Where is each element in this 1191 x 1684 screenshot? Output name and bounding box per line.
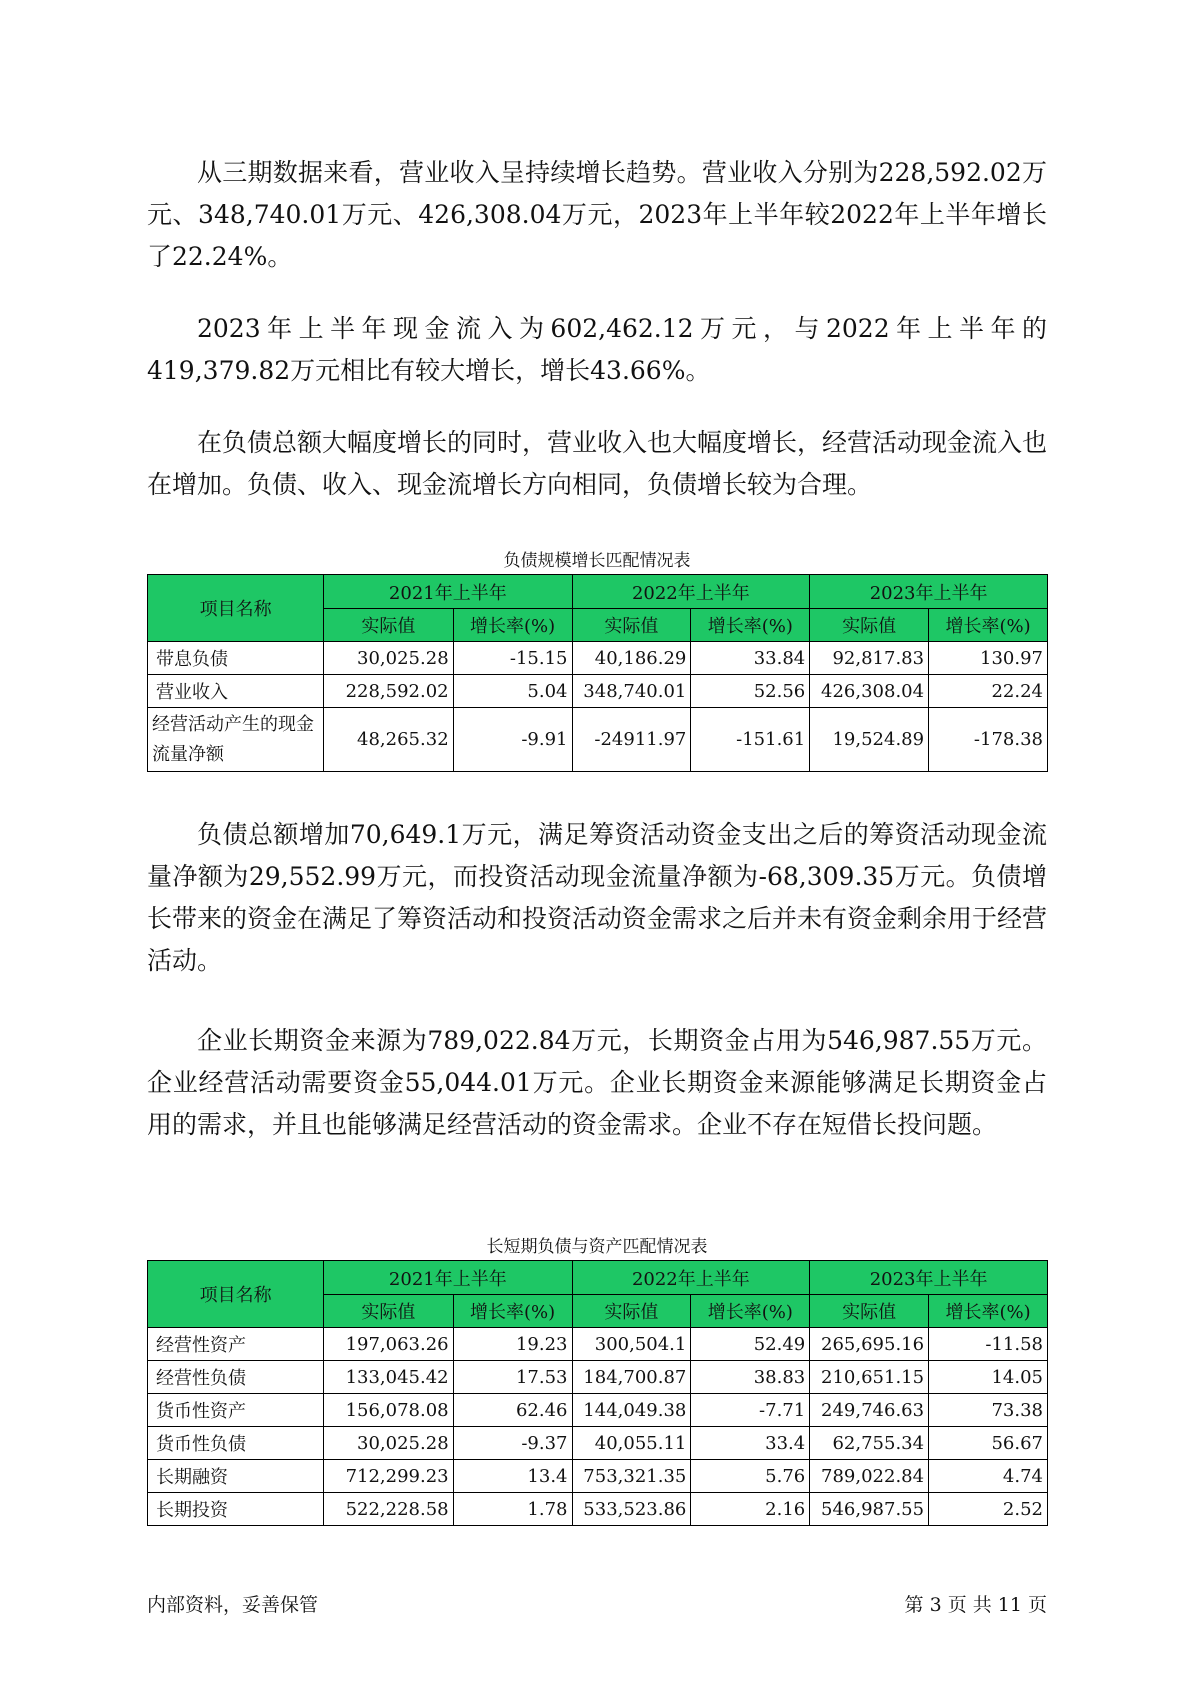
table-row xyxy=(148,1427,1048,1460)
cell-value: -15.15 xyxy=(453,642,572,675)
cell-value: 156,078.08 xyxy=(324,1394,453,1427)
cell-value: 712,299.23 xyxy=(324,1460,453,1493)
cell-value: 33.4 xyxy=(691,1427,810,1460)
cell-value: 2.16 xyxy=(691,1493,810,1526)
cell-value: 249,746.63 xyxy=(810,1394,929,1427)
cell-value: 144,049.38 xyxy=(572,1394,691,1427)
footer-page-number: 第 3 页 共 11 页 xyxy=(904,1594,1047,1616)
cell-value: 265,695.16 xyxy=(810,1328,929,1361)
cell-value: 92,817.83 xyxy=(810,642,929,675)
cell-value: 30,025.28 xyxy=(324,1427,453,1460)
cell-value: 52.56 xyxy=(691,675,810,708)
col-header-actual: 实际值 xyxy=(810,1295,929,1328)
cell-value: 546,987.55 xyxy=(810,1493,929,1526)
table-row xyxy=(148,1493,1048,1526)
paragraph-long-term-funds: 企业长期资金来源为789,022.84万元，长期资金占用为546,987.55万元。企业经营活动需要资金55,044.01万元。企业长期资金来源能够满足长期资金占用的需求，并且也能够满足经营活动的资金需求。企业不存在短借长投问题。 xyxy=(147,1026,1047,1139)
col-header-period: 2023年上半年 xyxy=(810,1261,1048,1295)
cell-value: -11.58 xyxy=(929,1328,1048,1361)
cell-value: 5.76 xyxy=(691,1460,810,1493)
cell-value: 14.05 xyxy=(929,1361,1048,1394)
table-row xyxy=(148,708,1048,772)
col-header-actual: 实际值 xyxy=(572,609,691,642)
paragraph-financing-flow: 负债总额增加70,649.1万元，满足筹资活动资金支出之后的筹资活动现金流量净额为29,552.99万元，而投资活动现金流量净额为-68,309.35万元。负债增长带来的资金在满足了筹资活动和投资活动资金需求之后并未有资金剩余用于经营活动。 xyxy=(147,820,1048,975)
paragraph-debt-reasonableness: 在负债总额大幅度增长的同时，营业收入也大幅度增长，经营活动现金流入也在增加。负债、收入、现金流增长方向相同，负债增长较为合理。 xyxy=(147,428,1048,499)
cell-value: 197,063.26 xyxy=(324,1328,453,1361)
cell-value: 2.52 xyxy=(929,1493,1048,1526)
cell-value: -178.38 xyxy=(929,708,1048,772)
col-header-item-name: 项目名称 xyxy=(148,575,324,642)
col-header-growth: 增长率(%) xyxy=(691,1295,810,1328)
table2-caption: 长短期负债与资产匹配情况表 xyxy=(486,1237,708,1257)
col-header-actual: 实际值 xyxy=(572,1295,691,1328)
cell-value: 300,504.1 xyxy=(572,1328,691,1361)
cell-value: 30,025.28 xyxy=(324,642,453,675)
col-header-growth: 增长率(%) xyxy=(453,1295,572,1328)
cell-value: 62,755.34 xyxy=(810,1427,929,1460)
col-header-period: 2023年上半年 xyxy=(810,575,1048,609)
cell-value: 522,228.58 xyxy=(324,1493,453,1526)
table-row xyxy=(148,1394,1048,1427)
cell-value: 5.04 xyxy=(453,675,572,708)
row-name: 货币性负债 xyxy=(148,1427,324,1460)
cell-value: 48,265.32 xyxy=(324,708,453,772)
col-header-actual: 实际值 xyxy=(810,609,929,642)
cell-value: -9.91 xyxy=(453,708,572,772)
table-row xyxy=(148,1328,1048,1361)
col-header-period: 2022年上半年 xyxy=(572,1261,810,1295)
cell-value: 40,055.11 xyxy=(572,1427,691,1460)
cell-value: 38.83 xyxy=(691,1361,810,1394)
table-row xyxy=(148,675,1048,708)
cell-value: 753,321.35 xyxy=(572,1460,691,1493)
footer-confidential-note: 内部资料，妥善保管 xyxy=(147,1594,319,1616)
cell-value: 348,740.01 xyxy=(572,675,691,708)
col-header-actual: 实际值 xyxy=(324,609,453,642)
cell-value: 22.24 xyxy=(929,675,1048,708)
cell-value: 33.84 xyxy=(691,642,810,675)
row-name: 营业收入 xyxy=(148,675,324,708)
table-row xyxy=(148,1460,1048,1493)
cell-value: 228,592.02 xyxy=(324,675,453,708)
cell-value: 13.4 xyxy=(453,1460,572,1493)
col-header-actual: 实际值 xyxy=(324,1295,453,1328)
cell-value: 1.78 xyxy=(453,1493,572,1526)
cell-value: 789,022.84 xyxy=(810,1460,929,1493)
cell-value: 62.46 xyxy=(453,1394,572,1427)
cell-value: 19.23 xyxy=(453,1328,572,1361)
row-name: 长期融资 xyxy=(148,1460,324,1493)
table-row xyxy=(148,642,1048,675)
liability-asset-match-table xyxy=(147,1260,1048,1526)
row-name: 带息负债 xyxy=(148,642,324,675)
cell-value: 56.67 xyxy=(929,1427,1048,1460)
cell-value: -7.71 xyxy=(691,1394,810,1427)
cell-value: 426,308.04 xyxy=(810,675,929,708)
row-name: 经营性资产 xyxy=(148,1328,324,1361)
row-name: 货币性资产 xyxy=(148,1394,324,1427)
debt-growth-match-table xyxy=(147,574,1048,772)
col-header-period: 2021年上半年 xyxy=(324,1261,572,1295)
cell-value: 4.74 xyxy=(929,1460,1048,1493)
cell-value: 52.49 xyxy=(691,1328,810,1361)
table-row xyxy=(148,1361,1048,1394)
cell-value: 130.97 xyxy=(929,642,1048,675)
cell-value: 19,524.89 xyxy=(810,708,929,772)
cell-value: -24911.97 xyxy=(572,708,691,772)
row-name: 经营性负债 xyxy=(148,1361,324,1394)
col-header-period: 2021年上半年 xyxy=(324,575,572,609)
col-header-item-name: 项目名称 xyxy=(148,1261,324,1328)
col-header-growth: 增长率(%) xyxy=(929,609,1048,642)
col-header-growth: 增长率(%) xyxy=(929,1295,1048,1328)
cell-value: 210,651.15 xyxy=(810,1361,929,1394)
row-name: 长期投资 xyxy=(148,1493,324,1526)
cell-value: -9.37 xyxy=(453,1427,572,1460)
paragraph-cash-inflow: 2023年上半年现金流入为602,462.12万元，与2022年上半年的419,379.82万元相比有较大增长，增长43.66%。 xyxy=(147,314,1047,385)
cell-value: 40,186.29 xyxy=(572,642,691,675)
cell-value: 184,700.87 xyxy=(572,1361,691,1394)
col-header-growth: 增长率(%) xyxy=(453,609,572,642)
paragraph-revenue-trend: 从三期数据来看，营业收入呈持续增长趋势。营业收入分别为228,592.02万元、348,740.01万元、426,308.04万元，2023年上半年较2022年上半年增长了22.24%。 xyxy=(147,158,1047,271)
cell-value: 17.53 xyxy=(453,1361,572,1394)
cell-value: 133,045.42 xyxy=(324,1361,453,1394)
cell-value: 73.38 xyxy=(929,1394,1048,1427)
row-name: 经营活动产生的现金流量净额 xyxy=(148,708,324,772)
cell-value: 533,523.86 xyxy=(572,1493,691,1526)
table1-caption: 负债规模增长匹配情况表 xyxy=(503,551,691,571)
cell-value: -151.61 xyxy=(691,708,810,772)
col-header-period: 2022年上半年 xyxy=(572,575,810,609)
col-header-growth: 增长率(%) xyxy=(691,609,810,642)
